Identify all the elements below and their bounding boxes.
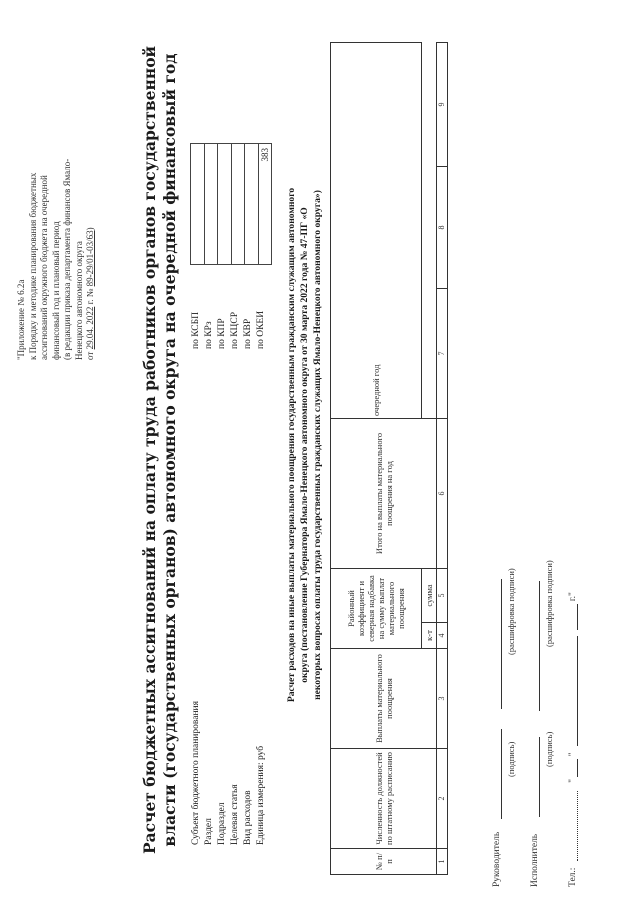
header-regional-coefficient: Районный коэффициент и северная надбавка на сумму выплат материального поощрения <box>331 568 422 648</box>
code-cell[interactable] <box>232 144 246 264</box>
column-number: 6 <box>437 418 448 568</box>
head-label: Руководитель <box>492 831 502 887</box>
column-number: 2 <box>437 749 448 849</box>
date-month-line[interactable] <box>566 636 578 746</box>
date-year-line[interactable] <box>566 604 578 630</box>
param-code: по КРз <box>204 321 214 349</box>
header-np: № п/п <box>331 849 437 875</box>
code-box <box>190 143 272 265</box>
param-code: по ОКЕИ <box>256 310 266 349</box>
subtitle-line-1: Расчет расходов на иные выплаты материального поощрения государственным гражданским служащим автономного <box>286 187 297 703</box>
appendix-line: ассигнований окружного бюджета на очередной <box>39 175 49 360</box>
code-cell[interactable] <box>191 144 205 264</box>
column-number: 8 <box>437 166 448 288</box>
param-code: по КВР <box>243 318 253 349</box>
header-total-year: Итого на выплаты материального поощрения на год <box>331 418 437 568</box>
header-coef-kt: к-т <box>422 623 437 649</box>
param-code: по КСБП <box>191 312 201 349</box>
column-number: 3 <box>437 649 448 749</box>
title-line-2: власти (государственных органов) автономного округа на очередной финансовый год <box>160 53 179 847</box>
appendix-line: (в редакции приказа департамента финансов Ямало- <box>62 158 72 360</box>
header-coef-sum: сумма <box>422 568 437 622</box>
param-label: Целевая статья <box>230 784 240 845</box>
phone-line[interactable] <box>566 791 578 861</box>
title-line-1: Расчет бюджетных ассигнований на оплату труда работников органов государственной <box>140 45 159 855</box>
appendix-line: финансовый год и плановый период <box>50 221 61 360</box>
executor-decode-hint: (расшифровка подписи) <box>544 560 554 647</box>
param-label: Раздел <box>204 818 214 845</box>
param-code: по КПР <box>217 318 227 349</box>
header-payments: Выплаты материального поощрения <box>331 649 437 749</box>
table-header-row <box>331 42 422 874</box>
appendix-line: Ненецкого автономного округа <box>73 241 84 360</box>
section-subtitle <box>285 5 324 885</box>
header-staff-count: Численность должностей по штатному расписанию <box>331 749 437 849</box>
column-number: 1 <box>437 849 448 875</box>
appendix-reference <box>16 30 97 360</box>
column-number: 4 <box>437 623 448 649</box>
param-label: Вид расходов <box>243 790 253 845</box>
head-decode-line[interactable] <box>490 579 502 709</box>
code-cell-okei[interactable]: 383 <box>259 144 273 264</box>
subtitle-line-2: округа (постановление Губернатора Ямало-Ненецкого автономного округа от 30 марта 2022 года № 47-ПГ «О <box>299 207 310 683</box>
param-label: Подраздел <box>217 802 227 845</box>
date-day-line[interactable] <box>566 759 578 777</box>
column-number: 7 <box>437 288 448 418</box>
column-number: 9 <box>437 42 448 166</box>
calculation-table <box>330 42 448 875</box>
appendix-line: к Порядку и методике планирования бюджетных <box>27 172 38 360</box>
appendix-line: "Приложение № 6.2а <box>16 279 26 360</box>
executor-sign-line[interactable] <box>528 737 540 817</box>
phone-label: Тел.: <box>568 867 578 887</box>
code-cell[interactable] <box>218 144 232 264</box>
table-number-row <box>437 42 448 874</box>
document-title <box>140 15 180 885</box>
date-suffix: г." <box>568 592 578 602</box>
appendix-date-line: от 29.04. 2022 г. № 89-29/01-03/63) <box>85 227 95 360</box>
appendix-number: 89-29/01-03/63 <box>85 230 95 287</box>
header-next-year: очередной год <box>331 42 422 418</box>
executor-label: Исполнитель <box>530 833 540 887</box>
executor-sign-hint: (подпись) <box>544 731 554 767</box>
code-cell[interactable] <box>245 144 259 264</box>
head-decode-hint: (расшифровка подписи) <box>506 568 516 655</box>
param-label: Субъект бюджетного планирования <box>191 701 201 845</box>
appendix-date: 29.04. 2022 <box>85 306 95 350</box>
phone-date-row: Тел.: " " г." <box>568 592 578 887</box>
subtitle-line-3: некоторых вопросах оплаты труда государственных гражданских служащих Ямало-Ненецкого автономного округа») <box>312 190 323 700</box>
executor-decode-line[interactable] <box>528 581 540 711</box>
executor-signature-row <box>528 581 540 887</box>
param-label: Единица измерения: руб <box>256 745 266 845</box>
param-code: по КЦСР <box>230 311 240 349</box>
classification-block <box>190 35 280 845</box>
head-sign-line[interactable] <box>490 729 502 819</box>
head-signature-row <box>490 579 502 887</box>
code-cell[interactable] <box>205 144 219 264</box>
head-sign-hint: (подпись) <box>506 741 516 777</box>
column-number: 5 <box>437 568 448 622</box>
